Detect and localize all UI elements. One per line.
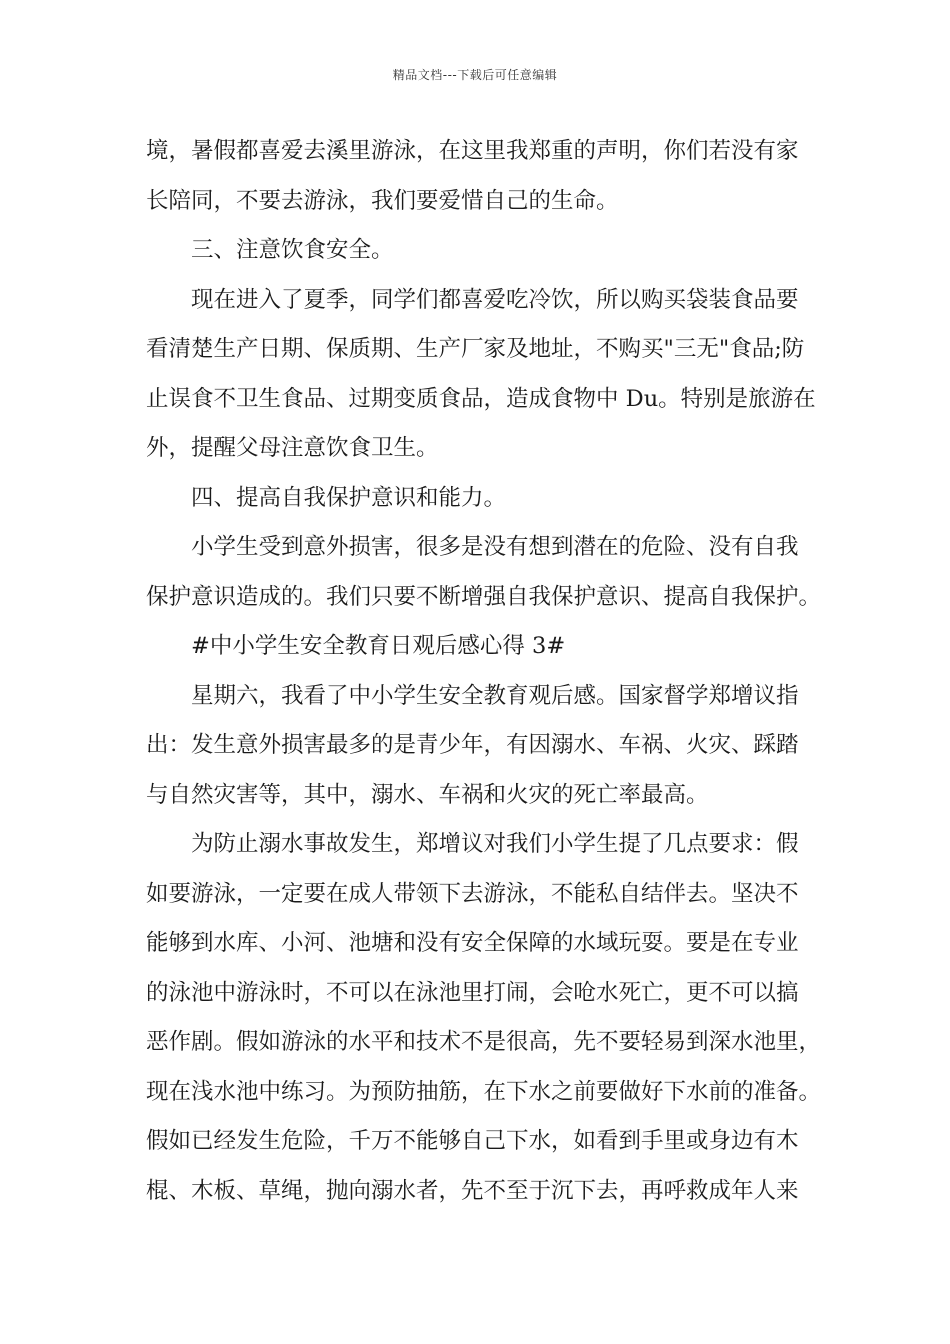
text-line: 星期六，我看了中小学生安全教育观后感。国家督学郑增议指 (191, 682, 799, 709)
text-line: 棍、木板、草绳，抛向溺水者，先不至于沉下去，再呼救成年人来 (146, 1177, 799, 1204)
section-heading: 四、提高自我保护意识和能力。 (191, 484, 507, 511)
text-line: 看清楚生产日期、保质期、生产厂家及地址，不购买"三无"食品;防 (146, 336, 805, 362)
section-heading: #中小学生安全教育日观后感心得 3# (191, 633, 566, 659)
text-line: 小学生受到意外损害，很多是没有想到潜在的危险、没有自我 (191, 534, 799, 560)
text-line: 现在浅水池中练习。为预防抽筋，在下水之前要做好下水前的准备。 (146, 1078, 822, 1105)
text-line: 外，提醒父母注意饮食卫生。 (146, 435, 439, 461)
section-heading: 三、注意饮食安全。 (191, 237, 394, 263)
text-line: 能够到水库、小河、池塘和没有安全保障的水域玩耍。要是在专业 (146, 930, 799, 956)
text-line: 与自然灾害等，其中，溺水、车祸和火灾的死亡率最高。 (146, 781, 709, 808)
document-body (146, 127, 826, 1216)
text-line: 恶作剧。假如游泳的水平和技术不是很高，先不要轻易到深水池里， (146, 1029, 822, 1055)
text-line: 的泳池中游泳时，不可以在泳池里打闹，会呛水死亡，更不可以搞 (146, 979, 799, 1006)
text-line: 假如已经发生危险，千万不能够自己下水，如看到手里或身边有木 (146, 1128, 799, 1154)
page-header: 精品文档---下载后可任意编辑 (392, 68, 558, 82)
text-line: 止误食不卫生食品、过期变质食品，造成食物中 Du。特别是旅游在 (146, 385, 816, 412)
text-line: 长陪同，不要去游泳，我们要爱惜自己的生命。 (146, 187, 619, 214)
text-line: 出：发生意外损害最多的是青少年，有因溺水、车祸、火灾、踩踏 (146, 732, 799, 758)
text-line: 现在进入了夏季，同学们都喜爱吃冷饮，所以购买袋装食品要 (191, 286, 799, 313)
text-line: 保护意识造成的。我们只要不断增强自我保护意识、提高自我保护。 (146, 583, 822, 610)
text-line: 境，暑假都喜爱去溪里游泳，在这里我郑重的声明，你们若没有家 (146, 138, 799, 164)
text-line: 如要游泳，一定要在成人带领下去游泳，不能私自结伴去。坚决不 (146, 880, 799, 907)
text-line: 为防止溺水事故发生，郑增议对我们小学生提了几点要求：假 (191, 831, 799, 857)
